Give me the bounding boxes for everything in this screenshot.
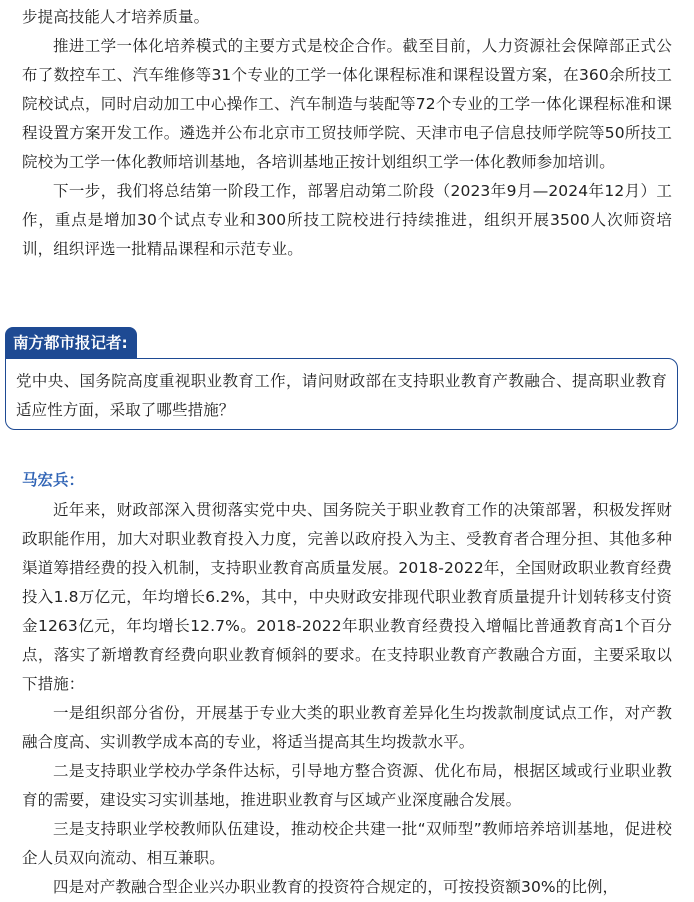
question-text: 党中央、国务院高度重视职业教育工作，请问财政部在支持职业教育产教融合、提高职业教育适应性方面，采取了哪些措施？: [16, 372, 667, 419]
answer-paragraph: 近年来，财政部深入贯彻落实党中央、国务院关于职业教育工作的决策部署，积极发挥财政职能作用，加大对职业教育投入力度，完善以政府投入为主、受教育者合理分担、其他多种渠道筹措经费的投入机制，支持职业教育高质量发展。2018-2022年，全国财政职业教育经费投入1.8万亿元，年均增长6.2%，其中，中央财政安排现代职业教育质量提升计划转移支付资金1263亿元，年均增长12.7%。2018-2022年职业教育经费投入增幅比普通教育高1个百分点，落实了新增教育经费向职业教育倾斜的要求。在支持职业教育产教融合方面，主要采取以下措施：: [22, 501, 672, 693]
continued-paragraph: 步提高技能人才培养质量。: [22, 8, 210, 26]
answer-paragraph: 三是支持职业学校教师队伍建设，推动校企共建一批“双师型”教师培养培训基地，促进校企人员双向流动、相互兼职。: [22, 820, 672, 867]
answer-paragraph: 一是组织部分省份，开展基于专业大类的职业教育差异化生均拨款制度试点工作，对产教融合度高、实训教学成本高的专业，将适当提高其生均拨款水平。: [22, 704, 672, 751]
top-section: [22, 3, 672, 264]
question-block: [5, 327, 680, 430]
answer-block: [22, 466, 672, 902]
paragraph-next-step: 下一步，我们将总结第一阶段工作，部署启动第二阶段（2023年9月—2024年12月）工作，重点是增加30个试点专业和300所技工院校进行持续推进，组织开展3500人次师资培训，组织评选一批精品课程和示范专业。: [22, 182, 672, 258]
reporter-label: 南方都市报记者:: [5, 327, 137, 359]
speaker-name: 马宏兵：: [22, 471, 85, 489]
paragraph-cooperation: 推进工学一体化培养模式的主要方式是校企合作。截至目前，人力资源社会保障部正式公布了数控车工、汽车维修等31个专业的工学一体化课程标准和课程设置方案，在360余所技工院校试点，同时启动加工中心操作工、汽车制造与装配等72个专业的工学一体化课程标准和课程设置方案开发工作。遴选并公布北京市工贸技师学院、天津市电子信息技师学院等50所技工院校为工学一体化教师培训基地，各培训基地正按计划组织工学一体化教师参加培训。: [22, 37, 672, 171]
question-box: [5, 358, 678, 430]
answer-paragraph: 二是支持职业学校办学条件达标，引导地方整合资源、优化布局，根据区域或行业职业教育的需要，建设实习实训基地，推进职业教育与区域产业深度融合发展。: [22, 762, 672, 809]
answer-paragraph: 四是对产教融合型企业兴办职业教育的投资符合规定的，可按投资额30%的比例，: [53, 878, 619, 896]
